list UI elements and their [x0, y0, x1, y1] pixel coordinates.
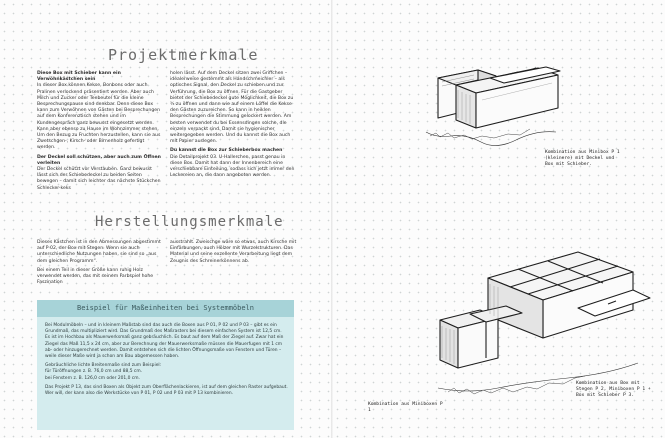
- info-box: [37, 300, 294, 430]
- info-box-heading: Beispiel für Maßeinheiten bei Systemmöbeln: [37, 300, 294, 317]
- paragraph-text: Der Deckel schützt vor Verstauben. Ganz bewusst lässt sich der Schiebedeckel zu beiden Seiten bewegen – damit sich leichter das nächste Stückchen Schlecker-keks: [37, 167, 161, 191]
- section-title: Herstellungsmerkmale: [95, 214, 284, 230]
- text-column-3: [37, 240, 164, 289]
- paragraph-text: Bei einem Teil in dieser Größe kann ruhig Holz verwendet werden, das mit seinem Farbspiel hohe Faszination: [37, 267, 154, 286]
- info-box-body: [45, 323, 288, 400]
- text-column-2: [170, 71, 297, 182]
- left-page: [0, 0, 332, 438]
- info-paragraph: Das Projekt P 13, das sind Boxen als Objekt zum Oberflächenlackieren, ist auf dem gleichen Raster aufgebaut. Wer will, der kann also die Werkstücke von P 01, P 02 und P 03 mit P 13 kombinieren.: [45, 384, 288, 397]
- paragraph-text: In dieser Box können Kekse, Bonbons oder auch Pralinen verlockend präsentiert werden. Aber auch Milch und Zucker oder Teebeutel für die kleine Besprechungspause sind denkbar. Denn diese Box kann zum Verwöhnen von Gästen bei Besprechungen auf dem Konferenztisch stehen und im Kundengespräch ganz bewusst eingesetzt werden. Kann aber ebenso zu Hause im Wohnzimmer stehen. Um den Bezug zu Fruchten herzustellen, kann sie aus Zwetschgen-, Kirsch- oder Birnenholz gefertigt werden.: [37, 83, 161, 151]
- info-paragraph: Gebräuchliche lichte Breitenmaße sind zum Beispiel: für Türöffnungen z. B. 76,0 cm und 88,5 cm. bei Fenstern z. B. 126,0 cm oder 201,0 cm.: [45, 363, 162, 381]
- page-title: Projektmerkmale: [108, 46, 259, 64]
- paragraph-text: ausstrahlt. Zweischge wäre so etwas, auch Kirsche mit Einfärbungen, auch Hölzer mit Wurzelstrukturen. Das Material und seine exzellente Verarbeitung liegt dem Zeugnis des Schreinerkönnens ab.: [170, 240, 297, 264]
- sketch-caption-bottom-right: Kombination aus Box mit Stegen P 2, Miniboxen P 1 + Box mit Schieber P 3.: [576, 381, 651, 398]
- paragraph-heading: Der Deckel soll schützen, aber auch zum Öffnen verleiten: [37, 154, 161, 166]
- box-combination-sketch: [428, 238, 653, 398]
- sketch-caption-bottom-left: Kombination aus Miniboxen P 1: [368, 402, 443, 413]
- paragraph-heading: Diese Box mit Schieber kann ein Verwöhnkästchen sein: [37, 71, 121, 83]
- right-page: [333, 0, 665, 438]
- paragraph-text: holen lässt. Auf dem Deckel sitzen zwei Griffchen – idealerweise gestemmt als Handschmeichler – als optisches Signal, den Deckel zu schieben und zur Verführung, die Box zu öffnen. Für die Gastgeber bietet der Schiebedeckel gute Möglichkeit, die Box zu ¾ zu öffnen und dann wie auf einem Löffel die Kekse den Gästen zuzureichen. So kann in heiklen Besprechungen die Stimmung gelockert werden. Am besten verwendet du bei Essensdingen solche, die einzeln verpackt sind. Damit sie hygienischer weitergegeben werden. Und du kannst die Box auch mit Papier auslegen.: [170, 71, 294, 145]
- sketch-caption-top: Kombination aus Minibox P 1 (kleinere) mit Deckel und Box mit Schieber.: [545, 150, 620, 167]
- paragraph-text: Dieses Kästchen ist in den Abmessungen abgestimmt auf P 02, der Box mit Stegen. Wenn sie auch unterschiedliche Nutzungen haben, sie sind so „aus dem gleichen Programm“.: [37, 240, 161, 264]
- box-with-slider-sketch: [418, 40, 568, 150]
- info-paragraph: Bei Modulmöbeln – und in kleinem Maßstab sind das auch die Boxen aus P 01, P 02 und P 03 – gibt es ein Grundmaß, das multipliziert wird. Das Grundmaß des Maßrasters bei diesem einfachen System ist 12,5 cm. Es ist im Hochbau als Mauerwerksmaß ganz gebräuchlich. Es baut auf dem Maß der Ziegel auf. Zwar hat ein Ziegel das Maß 11,5 x 24 cm, aber zur Berechnung der Mauerwerksmaße müssen die Mauerfugen mit 1 cm ab- oder hinzugerechnet werden. Damit entstehen sich die lichten Öffnungsmaße von Fenstern und Türen – weile dieser Maße wird ja schon am Bau abgemessen haben.: [45, 323, 284, 360]
- text-column-1: [37, 71, 164, 195]
- text-column-4: [170, 240, 297, 268]
- paragraph-heading: Du kannst die Box zur Schieberbox machen: [170, 148, 283, 154]
- paragraph-text: Die Detailprojekt 03. U-Hallerchen, passt genau in diese Box. Damit hat dann der Innenbereich eine verschiebbare Einteilung, sodass sich jetzt immer den Leckereien an, die dann angeboten werden.: [170, 154, 295, 179]
